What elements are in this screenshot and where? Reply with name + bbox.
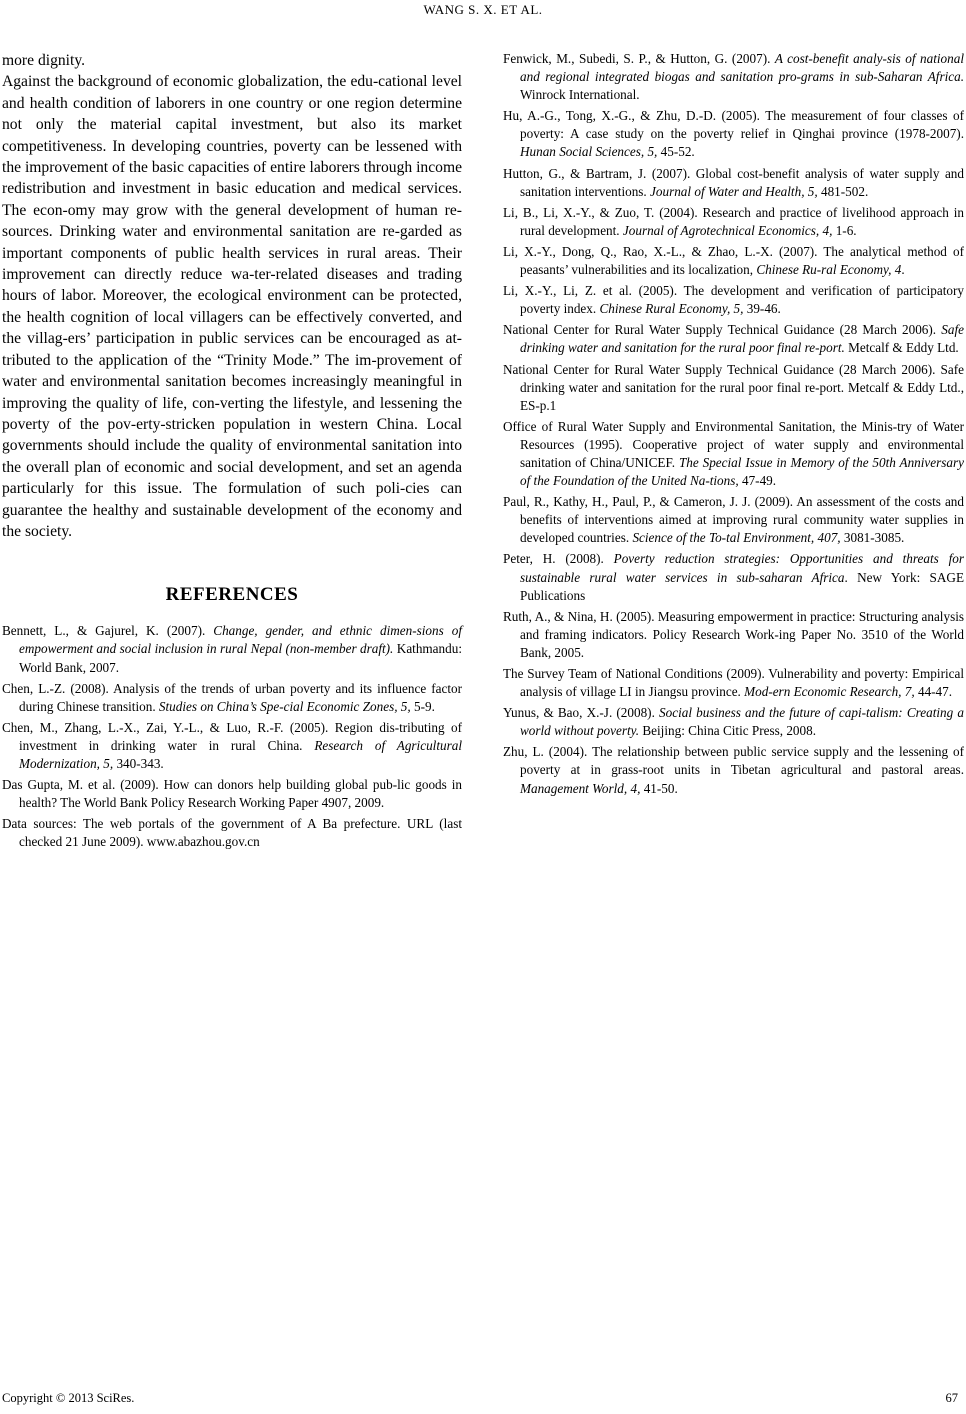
reference-source-title: Change, gender, and ethnic dimen-sions of empowerment and social inclusion in rural Nepal (non-member draft). — [19, 623, 462, 657]
reference-text: Zhu, L. (2004). The relationship between public service supply and the lessening of poverty at in grass-root units in Tibetan agricultural and pastoral areas. — [503, 744, 964, 778]
references-list-left — [2, 622, 462, 851]
reference-text: Paul, R., Kathy, H., Paul, P., & Cameron, J. J. (2009). An assessment of the costs and benefits of interventions aimed at improving rural community water supplies in developed countries. — [503, 494, 964, 546]
reference-text: Hutton, G., & Bartram, J. (2007). Global cost-benefit analysis of water supply and sanitation interventions. — [503, 165, 964, 199]
references-list-right — [503, 50, 964, 798]
reference-source-title: Mod-ern Economic Research, 7, — [744, 684, 915, 700]
reference-item — [503, 107, 964, 161]
reference-text: Yunus, & Bao, X.-J. (2008). — [503, 705, 660, 721]
reference-suffix: Kathmandu: World Bank, 2007. — [19, 641, 462, 675]
reference-source-title: Chinese Rural Economy, 5, — [599, 301, 744, 317]
reference-text: Li, B., Li, X.-Y., & Zuo, T. (2004). Research and practice of livelihood approach in rural development. — [503, 204, 964, 238]
reference-suffix: 44-47. — [914, 684, 953, 700]
reference-text: National Center for Rural Water Supply Technical Guidance (28 March 2006). Safe drinking water and sanitation for the rural poor final re-port. Metcalf & Eddy Ltd., ES-p.1 — [503, 361, 964, 413]
reference-source-title: Poverty reduction strategies: Opportunities and threats for sustainable rural water services in sub-saharan Africa — [520, 551, 964, 585]
reference-text: Li, X.-Y., Dong, Q., Rao, X.-L., & Zhao, L.-X. (2007). The analytical method of peasants’ vulnerabilities and its localization, — [503, 243, 964, 278]
reference-text: Chen, M., Zhang, L.-X., Zai, Y.-L., & Luo, R.-F. (2005). Region dis-tributing of investment in drinking water in rural China. — [2, 719, 462, 753]
reference-item — [503, 418, 964, 490]
reference-text: Office of Rural Water Supply and Environmental Sanitation, the Minis-try of Water Resources (1995). Cooperative project of water supply and environmental sanitation of China/UNICEF. — [503, 418, 964, 470]
reference-source-title: Research of Agricultural Modernization, 5, — [19, 737, 462, 771]
body-paragraph-2: Against the background of economic globalization, the edu-cational level and health condition of laborers in one country or one region determine not only the material capital investment, but also its market competitiveness. In developing countries, poverty can be lessened with the improvement of the basic capacities of entire laborers through income redistribution and investment in basic education and medical services. The econ-omy may grow with the general development of human re-sources. Drinking water and environmental sanitation are re-garded as important components of public health services in rural areas. Their improvement can directly reduce wa-ter-related diseases and trading hours of labor. Moreover, the ecological environment can be protected, the health cognition of local villagers can be effectively converted, and the villag-ers’ participation in public services can be encouraged as at-tributed to the application of the “Trinity Mode.” The im-provement of water and environmental sanitation becomes increasingly meaningful in improving the quality of life, con-verting the lifestyle, and lessening the poverty of the pov-erty-stricken population in western China. Local governments should include the quality of environmental sanitation into the overall plan of economic and social development, and set an agenda particularly for this issue. The formulation of such poli-cies can guarantee the healthy and sustainable development of the economy and the society. — [2, 73, 462, 540]
reference-source-title: Chinese Ru-ral Economy, 4 — [756, 262, 902, 278]
reference-text: Li, X.-Y., Li, Z. et al. (2005). The development and verification of participatory poverty index. — [503, 283, 964, 317]
page-number: 67 — [945, 1391, 958, 1405]
reference-item — [2, 776, 462, 812]
reference-source-title: Journal of Agrotechnical Economics, 4, — [622, 222, 833, 238]
reference-item — [503, 704, 964, 740]
reference-source-title: Journal of Water and Health, 5, — [650, 183, 818, 199]
reference-suffix: 5-9. — [410, 698, 435, 714]
reference-item — [503, 50, 964, 104]
reference-suffix: Metcalf & Eddy Ltd. — [844, 340, 959, 356]
reference-item — [2, 680, 462, 716]
reference-source-title: The Special Issue in Memory of the 50th Anniversary of the Foundation of the United Na-tions, — [520, 454, 964, 489]
reference-item — [503, 493, 964, 547]
reference-suffix: 3081-3085. — [840, 530, 905, 546]
reference-source-title: Studies on China’s Spe-cial Economic Zones, 5, — [158, 698, 411, 714]
reference-suffix: Winrock International. — [520, 87, 640, 103]
body-paragraph-1: more dignity. — [2, 52, 86, 69]
reference-source-title: Social business and the future of capi-talism: Creating a world without poverty. — [520, 705, 964, 739]
reference-suffix: . New York: SAGE Publications — [520, 569, 964, 603]
references-heading: REFERENCES — [165, 584, 299, 606]
reference-text: Data sources: The web portals of the government of A Ba prefecture. URL (last checked 21 June 2009). www.abazhou.gov.cn — [2, 816, 462, 850]
reference-item — [503, 204, 964, 240]
reference-item — [503, 165, 964, 201]
reference-suffix: 340-343. — [113, 756, 164, 771]
reference-suffix: 45-52. — [657, 144, 695, 160]
reference-source-title: Management World, 4, — [520, 780, 641, 796]
reference-suffix: 481-502. — [817, 183, 869, 199]
reference-source-title: Hunan Social Sciences, 5, — [520, 144, 658, 160]
reference-suffix: 47-49. — [738, 473, 777, 489]
reference-suffix: 41-50. — [640, 780, 678, 796]
reference-text: Fenwick, M., Subedi, S. P., & Hutton, G. (2007). — [503, 51, 775, 66]
reference-text: Peter, H. (2008). — [503, 551, 614, 567]
reference-item — [503, 321, 964, 357]
reference-suffix: Beijing: China Citic Press, 2008. — [639, 723, 816, 739]
reference-item — [2, 719, 462, 773]
reference-item — [503, 743, 964, 797]
copyright-notice: Copyright © 2013 SciRes. — [2, 1391, 135, 1405]
reference-text: National Center for Rural Water Supply Technical Guidance (28 March 2006). — [503, 322, 942, 338]
reference-text: Das Gupta, M. et al. (2009). How can donors help building global pub-lic goods in health? The World Bank Policy Research Working Paper 4907, 2009. — [2, 777, 462, 811]
reference-item — [503, 665, 964, 701]
running-head: WANG S. X. ET AL. — [423, 2, 543, 17]
reference-item — [503, 608, 964, 662]
reference-suffix: . — [901, 262, 905, 278]
left-column — [2, 50, 462, 854]
reference-item — [2, 815, 462, 851]
reference-source-title: Safe drinking water and sanitation for the rural poor final re-port. — [520, 322, 964, 356]
reference-text: Bennett, L., & Gajurel, K. (2007). — [2, 623, 214, 639]
reference-suffix: 1-6. — [832, 222, 857, 238]
reference-text: Chen, L.-Z. (2008). Analysis of the trends of urban poverty and its influence factor during Chinese transition. — [2, 680, 462, 714]
reference-text: The Survey Team of National Conditions (2009). Vulnerability and poverty: Empirical analysis of village LI in Jiangsu province. — [503, 666, 964, 700]
reference-item — [503, 361, 964, 415]
reference-source-title: Science of the To-tal Environment, 407, — [632, 530, 841, 546]
right-column — [503, 50, 964, 801]
reference-item — [503, 550, 964, 604]
reference-item — [503, 243, 964, 279]
reference-text: Ruth, A., & Nina, H. (2005). Measuring empowerment in practice: Structuring analysis and framing indicators. Policy Research Work-ing Paper No. 3510 of the World Bank, 2005. — [503, 608, 964, 660]
reference-item — [2, 622, 462, 676]
reference-text: Hu, A.-G., Tong, X.-G., & Zhu, D.-D. (2005). The measurement of four classes of poverty: A case study on the poverty relief in Qinghai province (1978-2007). — [503, 108, 964, 142]
reference-item — [503, 282, 964, 318]
reference-suffix: 39-46. — [743, 301, 781, 317]
reference-source-title: A cost-benefit analy-sis of national and regional integrated biogas and sanitation pro-grams in sub-Saharan Africa. — [520, 51, 964, 85]
